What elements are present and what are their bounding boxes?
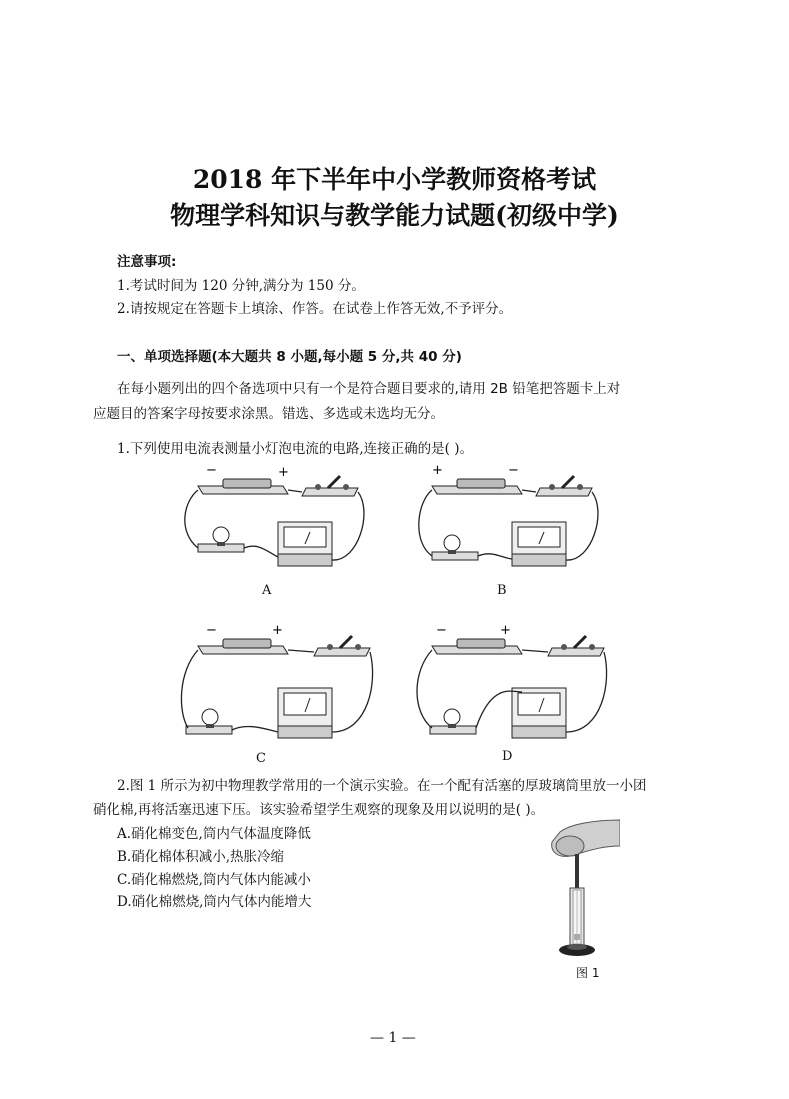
switch-icon (548, 636, 604, 656)
switch-icon (314, 636, 370, 656)
section1-instruction-line2: 应题目的答案字母按要求涂黑。错选、多选或未选均无分。 (93, 406, 444, 422)
figure-1-caption: 图 1 (576, 966, 600, 980)
battery-icon (432, 479, 522, 494)
battery-icon (198, 479, 288, 494)
svg-text:−: − (206, 623, 217, 638)
section1-heading: 一、单项选择题(本大题共 8 小题,每小题 5 分,共 40 分) (117, 349, 462, 365)
q2-option-c: C.硝化棉燃烧,筒内气体内能减小 (117, 872, 311, 888)
battery-icon (432, 639, 522, 654)
q1-stem: 1.下列使用电流表测量小灯泡电流的电路,连接正确的是( )。 (117, 441, 473, 457)
ammeter-icon (278, 522, 332, 566)
bulb-icon (186, 709, 232, 734)
svg-text:+: + (432, 463, 443, 478)
notice-heading: 注意事项: (117, 254, 177, 270)
ammeter-icon (512, 688, 566, 738)
svg-text:+: + (272, 623, 283, 638)
svg-text:−: − (206, 463, 217, 478)
switch-icon (536, 476, 592, 496)
svg-text:−: − (508, 463, 519, 478)
q2-option-b: B.硝化棉体积减小,热胀冷缩 (117, 849, 285, 865)
q2-option-a: A.硝化棉变色,筒内气体温度降低 (117, 826, 311, 842)
circuit-diagram-b (412, 462, 612, 582)
figure-1-piston-cylinder-photo (540, 818, 620, 968)
notice-item-2: 2.请按规定在答题卡上填涂、作答。在试卷上作答无效,不予评分。 (117, 301, 513, 317)
section1-instruction-line1: 在每小题列出的四个备选项中只有一个是符合题目要求的,请用 2B 铅笔把答题卡上对 (117, 381, 621, 397)
circuit-label-a: A (262, 583, 272, 598)
bulb-icon (198, 527, 244, 552)
battery-icon (198, 639, 288, 654)
circuit-label-d: D (502, 749, 513, 764)
page-number: — 1 — (370, 1030, 416, 1046)
q2-option-d: D.硝化棉燃烧,筒内气体内能增大 (117, 894, 312, 910)
svg-text:+: + (278, 465, 289, 480)
exam-title-line1: 2018 年下半年中小学教师资格考试 (192, 165, 597, 194)
circuit-label-b: B (497, 583, 507, 598)
q2-stem-line1: 2.图 1 所示为初中物理教学常用的一个演示实验。在一个配有活塞的厚玻璃筒里放一小团 (117, 778, 647, 794)
circuit-diagram-d (412, 622, 612, 752)
circuit-diagram-c (178, 622, 378, 752)
svg-text:+: + (500, 623, 511, 638)
circuit-label-c: C (256, 751, 266, 766)
ammeter-icon (512, 522, 566, 566)
q2-stem-line2: 硝化棉,再将活塞迅速下压。该实验希望学生观察的现象及用以说明的是( )。 (93, 802, 545, 818)
switch-icon (302, 476, 358, 496)
bulb-icon (430, 709, 476, 734)
notice-item-1: 1.考试时间为 120 分钟,满分为 150 分。 (117, 278, 365, 294)
bulb-icon (432, 535, 478, 560)
svg-text:−: − (436, 623, 447, 638)
ammeter-icon (278, 688, 332, 738)
circuit-diagram-a (178, 462, 378, 582)
exam-title-line2: 物理学科知识与教学能力试题(初级中学) (170, 201, 619, 230)
